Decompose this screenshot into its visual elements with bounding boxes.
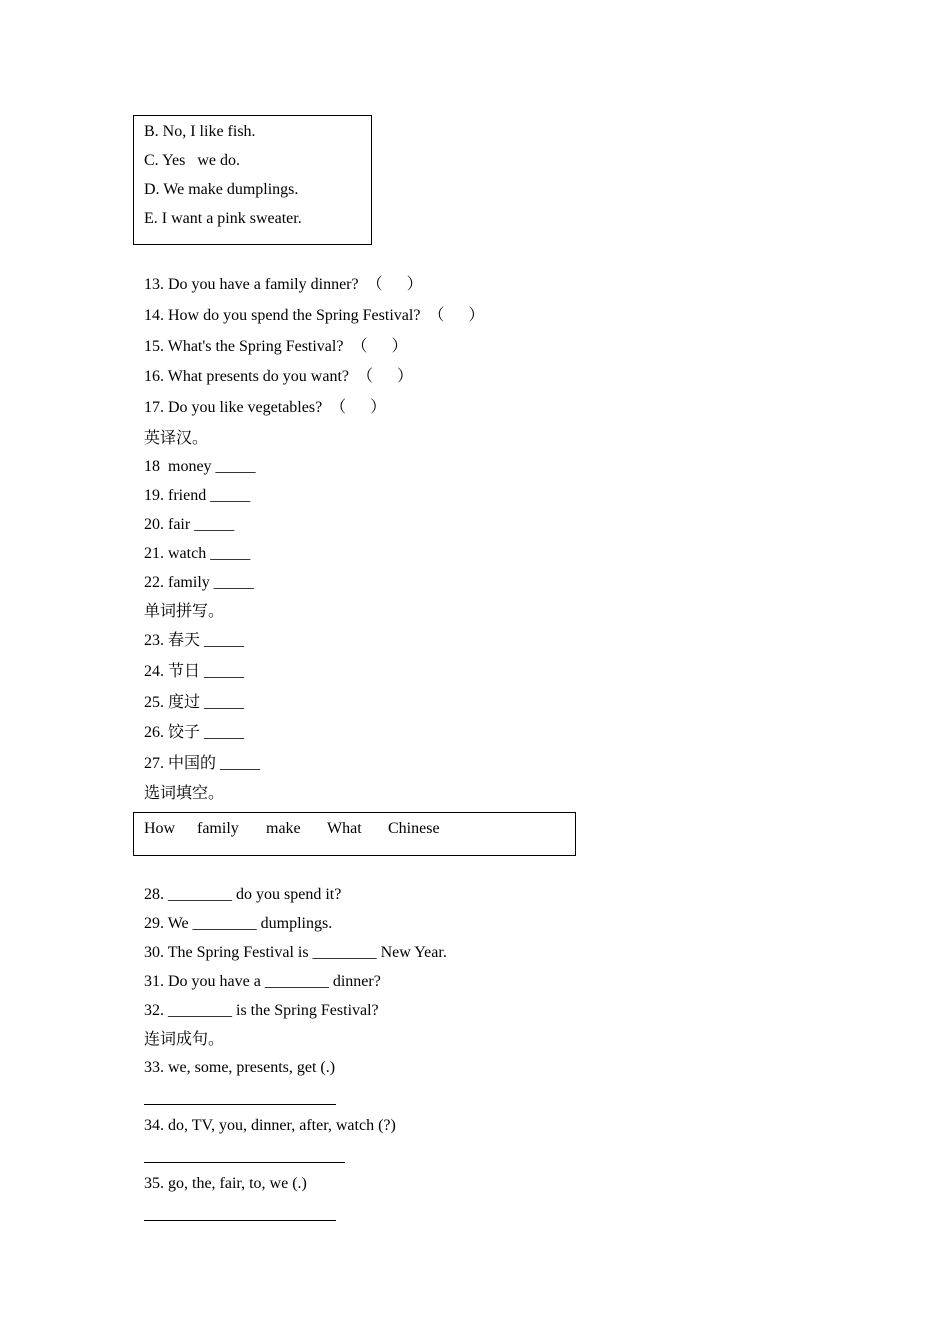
answer-line-35 xyxy=(144,1220,336,1221)
option-e: E. I want a pink sweater. xyxy=(144,210,302,227)
question-17: 17. Do you like vegetables? （ ） xyxy=(144,399,387,416)
question-22: 22. family _____ xyxy=(144,574,254,591)
section-heading-ordering: 连词成句。 xyxy=(144,1031,225,1048)
option-b: B. No, I like fish. xyxy=(144,123,256,140)
question-26: 26. 饺子 _____ xyxy=(144,724,245,741)
question-33: 33. we, some, presents, get (.) xyxy=(144,1059,336,1076)
word-bank-what: What xyxy=(327,820,362,837)
answer-line-34 xyxy=(144,1162,345,1163)
word-bank-family: family xyxy=(197,820,239,837)
option-d: D. We make dumplings. xyxy=(144,181,299,198)
question-16: 16. What presents do you want? （ ） xyxy=(144,368,413,385)
question-32: 32. ________ is the Spring Festival? xyxy=(144,1002,379,1019)
question-25: 25. 度过 _____ xyxy=(144,694,245,711)
question-31: 31. Do you have a ________ dinner? xyxy=(144,973,381,990)
question-15: 15. What's the Spring Festival? （ ） xyxy=(144,338,408,355)
question-13: 13. Do you have a family dinner? （ ） xyxy=(144,276,423,293)
word-bank-chinese: Chinese xyxy=(388,820,440,837)
question-18: 18 money _____ xyxy=(144,458,256,475)
option-c: C. Yes we do. xyxy=(144,152,241,169)
question-27: 27. 中国的 _____ xyxy=(144,755,261,772)
question-30: 30. The Spring Festival is ________ New Year. xyxy=(144,944,447,961)
question-35: 35. go, the, fair, to, we (.) xyxy=(144,1175,307,1192)
question-29: 29. We ________ dumplings. xyxy=(144,915,333,932)
question-19: 19. friend _____ xyxy=(144,487,251,504)
question-21: 21. watch _____ xyxy=(144,545,251,562)
question-24: 24. 节日 _____ xyxy=(144,663,245,680)
answer-line-33 xyxy=(144,1104,336,1105)
section-heading-fill: 选词填空。 xyxy=(144,785,225,802)
question-23: 23. 春天 _____ xyxy=(144,632,245,649)
question-34: 34. do, TV, you, dinner, after, watch (?) xyxy=(144,1117,396,1134)
section-heading-en-to-zh: 英译汉。 xyxy=(144,430,209,447)
word-bank-how: How xyxy=(144,820,176,837)
question-20: 20. fair _____ xyxy=(144,516,235,533)
question-28: 28. ________ do you spend it? xyxy=(144,886,342,903)
question-14: 14. How do you spend the Spring Festival? （ ） xyxy=(144,307,485,324)
word-bank-make: make xyxy=(266,820,301,837)
section-heading-spelling: 单词拼写。 xyxy=(144,603,225,620)
